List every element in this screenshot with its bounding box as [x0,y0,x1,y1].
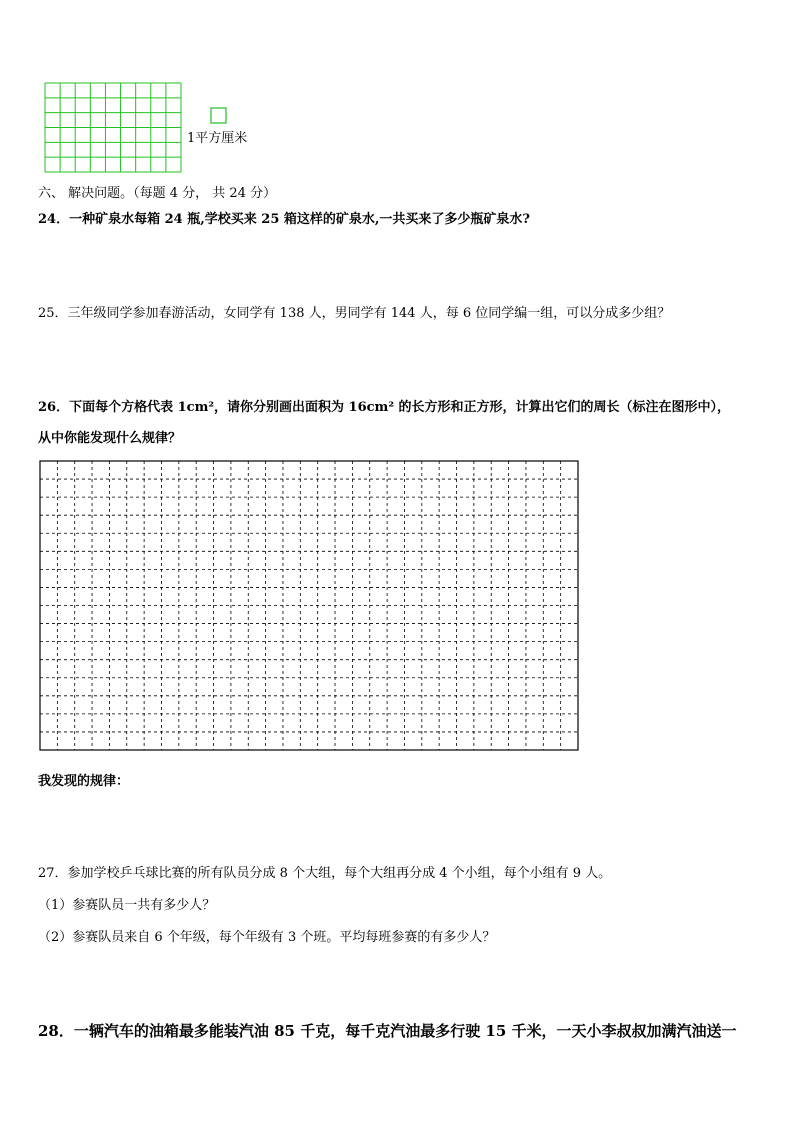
dashed-square-grid[interactable] [39,460,580,752]
unit-square-label: 1平方厘米 [187,131,248,146]
question-25: 25．三年级同学参加春游活动，女同学有 138 人，男同学有 144 人，每 6 位同学编一组，可以分成多少组？ [38,306,671,321]
question-27-sub-2: （2）参赛队员来自 6 个年级，每个年级有 3 个班。平均每班参赛的有多少人？ [38,930,496,945]
section-heading: 六、 解决问题。（每题 4 分， 共 24 分） [38,186,277,201]
question-24: 24．一种矿泉水每箱 24 瓶,学校买来 25 箱这样的矿泉水,一共买来了多少瓶矿泉水? [38,212,531,227]
question-28: 28．一辆汽车的油箱最多能装汽油 85 千克，每千克汽油最多行驶 15 千米，一天小李叔叔加满汽油送一 [38,1022,737,1040]
question-26-line-1: 26．下面每个方格代表 1cm²，请你分别画出面积为 16cm² 的长方形和正方形，计算出它们的周长（标注在图形中）， [38,400,731,415]
answer-label-26: 我发现的规律： [38,774,130,789]
question-26-line-2: 从中你能发现什么规律？ [38,431,182,446]
question-27-sub-1: （1）参赛队员一共有多少人？ [38,898,216,913]
unit-square-icon [210,107,228,125]
square-grid-figure [44,82,184,174]
question-27: 27．参加学校乒乓球比赛的所有队员分成 8 个大组，每个大组再分成 4 个小组，每个小组有 9 人。 [38,866,612,881]
